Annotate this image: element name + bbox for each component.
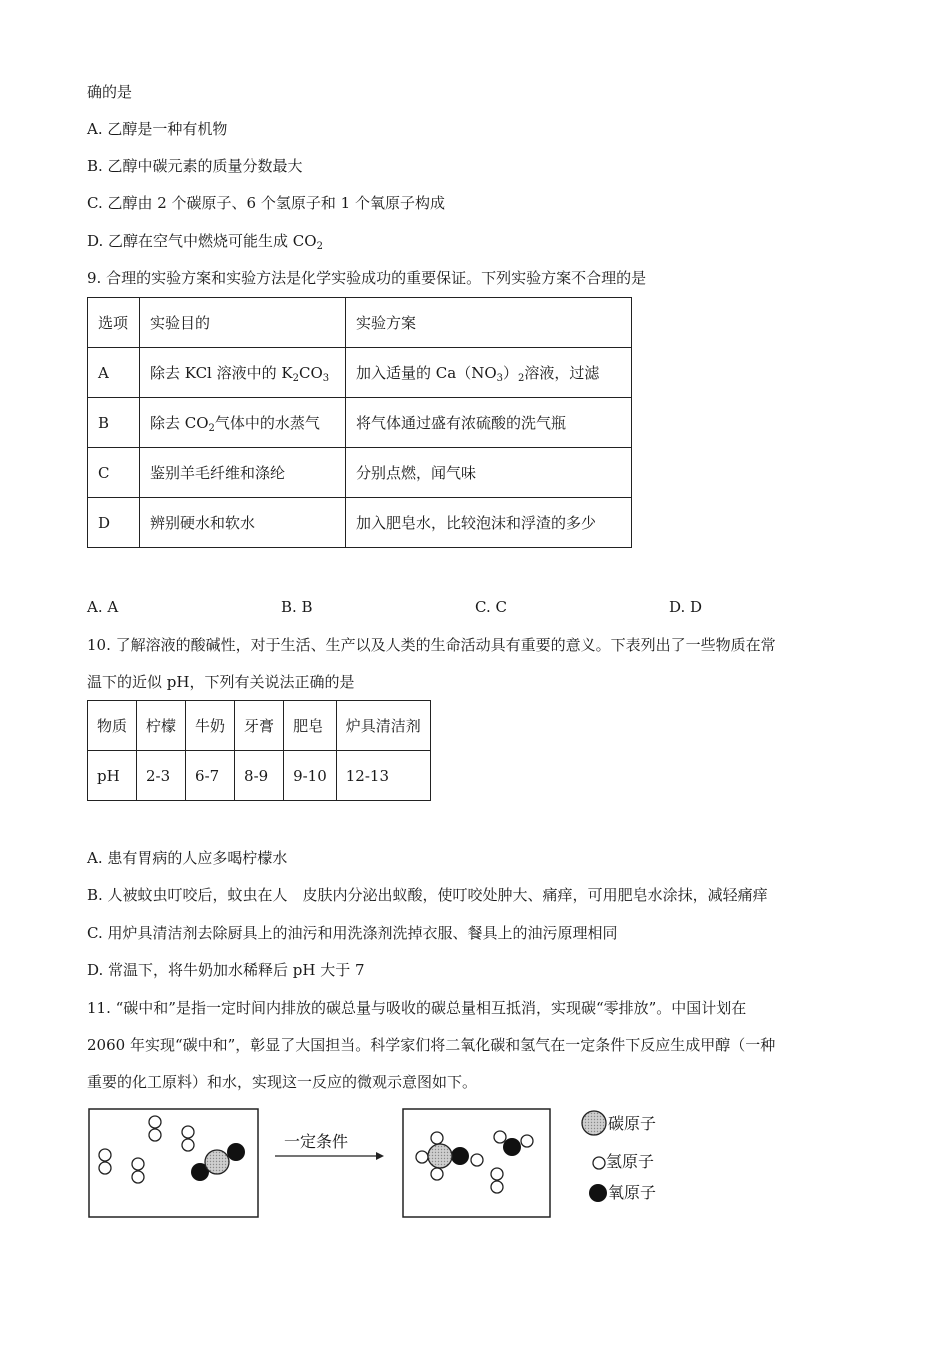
q9-row-a-plan-sub2: 2 bbox=[518, 373, 525, 384]
q11-line2: 2060 年实现“碳中和”，彰显了大国担当。科学家们将二氧化碳和氢气在一定条件下反应生成甲醇（一种 bbox=[87, 1036, 776, 1054]
ph-header-cleaner: 炉具清洁剂 bbox=[336, 701, 430, 751]
q9-answer-d: D. D bbox=[669, 598, 703, 616]
hydrogen-molecule bbox=[149, 1116, 161, 1141]
hydrogen-molecule bbox=[99, 1149, 111, 1174]
q9-row-a-plan-part2: ） bbox=[503, 364, 519, 382]
q9-header-plan: 实验方案 bbox=[346, 298, 632, 348]
hydrogen-molecule bbox=[491, 1168, 503, 1193]
q9-table bbox=[87, 297, 632, 548]
reaction-diagram bbox=[80, 1100, 680, 1225]
q9-row-c-option: C bbox=[88, 448, 140, 498]
q10-stem-line1: 10. 了解溶液的酸碱性，对于生活、生产以及人类的生命活动具有重要的意义。下表列出了一些物质在常 bbox=[87, 636, 776, 654]
ph-header-milk: 牛奶 bbox=[186, 701, 235, 751]
q9-header-goal: 实验目的 bbox=[140, 298, 346, 348]
q11-line3: 重要的化工原料）和水，实现这一反应的微观示意图如下。 bbox=[87, 1073, 478, 1091]
q8-option-d-text: D. 乙醇在空气中燃烧可能生成 CO bbox=[87, 232, 317, 250]
q9-row-b-goal bbox=[140, 398, 346, 448]
reactants-box bbox=[89, 1109, 258, 1217]
legend-oxygen: 氧原子 bbox=[608, 1183, 657, 1202]
q9-row-a-goal-sub2: 3 bbox=[322, 373, 330, 384]
legend bbox=[582, 1111, 656, 1202]
table-row bbox=[88, 751, 431, 801]
q9-row-c-plan: 分别点燃，闻气味 bbox=[346, 448, 632, 498]
q9-row-d-option: D bbox=[88, 498, 140, 548]
q10-option-c: C. 用炉具清洁剂去除厨具上的油污和用洗涤剂洗掉衣服、餐具上的油污原理相同 bbox=[87, 924, 618, 942]
water-molecule bbox=[494, 1131, 533, 1156]
q9-row-c-goal: 鉴别羊毛纤维和涤纶 bbox=[140, 448, 346, 498]
table-row bbox=[88, 701, 431, 751]
table-row bbox=[88, 448, 632, 498]
q9-row-d-plan: 加入肥皂水，比较泡沫和浮渣的多少 bbox=[346, 498, 632, 548]
arrow-label: 一定条件 bbox=[284, 1132, 349, 1151]
q9-row-a-goal-part1: 除去 KCl 溶液中的 K bbox=[150, 364, 293, 382]
carbon-dioxide-molecule bbox=[191, 1143, 245, 1181]
q10-stem-line2: 温下的近似 pH，下列有关说法正确的是 bbox=[87, 673, 355, 691]
q10-option-a: A. 患有胃病的人应多喝柠檬水 bbox=[87, 849, 288, 867]
q9-row-a-plan-part3: 溶液，过滤 bbox=[524, 364, 600, 382]
table-row bbox=[88, 398, 632, 448]
ph-cleaner: 12-13 bbox=[336, 751, 430, 801]
hydrogen-molecule bbox=[182, 1126, 194, 1151]
oxygen-atom-icon bbox=[589, 1184, 607, 1202]
ph-header-toothpaste: 牙膏 bbox=[235, 701, 284, 751]
ph-milk: 6-7 bbox=[186, 751, 235, 801]
table-row bbox=[88, 298, 632, 348]
q9-row-a-plan-sub1: 3 bbox=[496, 373, 503, 384]
q8-option-b: B. 乙醇中碳元素的质量分数最大 bbox=[87, 157, 303, 175]
q9-row-a-option: A bbox=[88, 348, 140, 398]
q8-stem-tail: 确的是 bbox=[87, 83, 133, 101]
q9-row-a-plan bbox=[346, 348, 632, 398]
q10-option-b: B. 人被蚊虫叮咬后，蚊虫在人 皮肤内分泌出蚁酸，使叮咬处肿大、痛痒，可用肥皂水涂抹，减轻痛痒 bbox=[87, 886, 768, 904]
q9-answer-b: B. B bbox=[281, 598, 313, 616]
q9-row-b-plan: 将气体通过盛有浓硫酸的洗气瓶 bbox=[346, 398, 632, 448]
q9-row-b-goal-sub: 2 bbox=[208, 423, 215, 434]
ph-lemon: 2-3 bbox=[137, 751, 186, 801]
ph-header-lemon: 柠檬 bbox=[137, 701, 186, 751]
q10-ph-table bbox=[87, 700, 431, 801]
q9-row-a-goal-part2: CO bbox=[298, 364, 323, 382]
table-row bbox=[88, 348, 632, 398]
legend-hydrogen: 氢原子 bbox=[606, 1152, 655, 1171]
q9-header-option: 选项 bbox=[88, 298, 140, 348]
hydrogen-molecule bbox=[132, 1158, 144, 1183]
reaction-arrowhead bbox=[376, 1152, 384, 1160]
ph-header-substance: 物质 bbox=[88, 701, 137, 751]
q8-option-a: A. 乙醇是一种有机物 bbox=[87, 120, 228, 138]
q8-option-c: C. 乙醇由 2 个碳原子、6 个氢原子和 1 个氧原子构成 bbox=[87, 194, 445, 212]
q9-row-b-goal-part1: 除去 CO bbox=[150, 414, 209, 432]
q11-line1: 11. “碳中和”是指一定时间内排放的碳总量与吸收的碳总量相互抵消，实现碳“零排放”。中国计划在 bbox=[87, 999, 747, 1017]
legend-carbon: 碳原子 bbox=[608, 1114, 657, 1133]
table-row bbox=[88, 498, 632, 548]
ph-header-soap: 肥皂 bbox=[284, 701, 337, 751]
q9-row-b-goal-part2: 气体中的水蒸气 bbox=[214, 414, 320, 432]
q9-answer-c: C. C bbox=[475, 598, 507, 616]
q9-row-a-goal-sub1: 2 bbox=[292, 373, 299, 384]
q9-row-d-goal: 辨别硬水和软水 bbox=[140, 498, 346, 548]
q8-option-d-sub: 2 bbox=[316, 241, 323, 252]
q9-stem: 9. 合理的实验方案和实验方法是化学实验成功的重要保证。下列实验方案不合理的是 bbox=[87, 269, 647, 287]
q9-row-a-goal bbox=[140, 348, 346, 398]
hydrogen-atom-icon bbox=[593, 1157, 605, 1169]
carbon-atom-icon bbox=[582, 1111, 606, 1135]
q10-option-d: D. 常温下，将牛奶加水稀释后 pH 大于 7 bbox=[87, 961, 365, 979]
q9-row-a-plan-part1: 加入适量的 Ca（NO bbox=[356, 364, 497, 382]
q9-answer-a: A. A bbox=[87, 598, 119, 616]
ph-toothpaste: 8-9 bbox=[235, 751, 284, 801]
ph-soap: 9-10 bbox=[284, 751, 337, 801]
q8-option-d bbox=[87, 231, 323, 251]
q9-row-b-option: B bbox=[88, 398, 140, 448]
methanol-molecule bbox=[416, 1132, 483, 1180]
ph-label: pH bbox=[88, 751, 137, 801]
